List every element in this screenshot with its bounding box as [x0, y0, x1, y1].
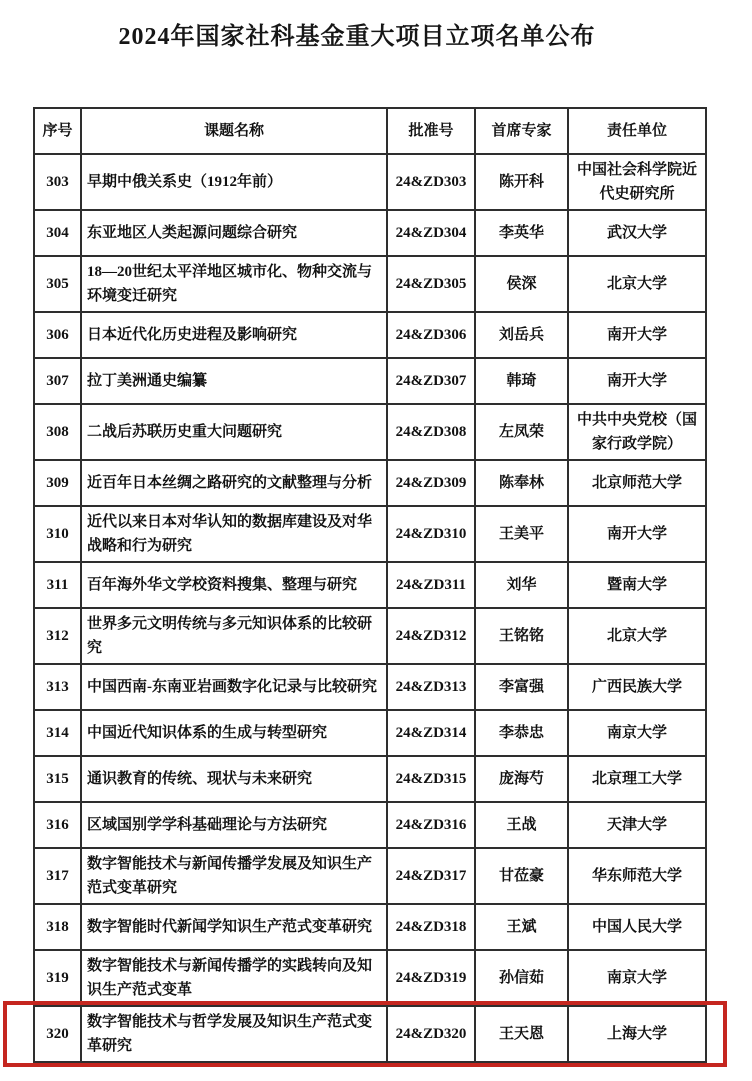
row-number-cell: 315	[34, 756, 81, 802]
row-number-cell: 310	[34, 506, 81, 562]
approval-code-cell: 24&ZD316	[387, 802, 475, 848]
project-title-cell: 近百年日本丝绸之路研究的文献整理与分析	[81, 460, 387, 506]
table-body	[34, 154, 706, 1062]
table-row	[34, 802, 706, 848]
chief-expert-cell: 陈开科	[475, 154, 568, 210]
project-title-cell: 二战后苏联历史重大问题研究	[81, 404, 387, 460]
table-header	[34, 108, 706, 154]
project-title-cell: 数字智能技术与新闻传播学发展及知识生产范式变革研究	[81, 848, 387, 904]
project-title-cell: 数字智能时代新闻学知识生产范式变革研究	[81, 904, 387, 950]
row-number-cell: 319	[34, 950, 81, 1006]
unit-cell: 暨南大学	[568, 562, 706, 608]
approval-code-cell: 24&ZD304	[387, 210, 475, 256]
row-number-cell: 304	[34, 210, 81, 256]
project-title-cell: 早期中俄关系史（1912年前）	[81, 154, 387, 210]
unit-cell: 南开大学	[568, 312, 706, 358]
chief-expert-cell: 韩琦	[475, 358, 568, 404]
unit-cell: 中国人民大学	[568, 904, 706, 950]
chief-expert-cell: 刘华	[475, 562, 568, 608]
column-header-unit: 责任单位	[568, 108, 706, 154]
row-number-cell: 309	[34, 460, 81, 506]
table-row	[34, 404, 706, 460]
approval-code-cell: 24&ZD305	[387, 256, 475, 312]
unit-cell: 北京师范大学	[568, 460, 706, 506]
row-number-cell: 306	[34, 312, 81, 358]
project-title-cell: 通识教育的传统、现状与未来研究	[81, 756, 387, 802]
table-row	[34, 506, 706, 562]
projects-table	[33, 107, 707, 1063]
row-number-cell: 307	[34, 358, 81, 404]
approval-code-cell: 24&ZD303	[387, 154, 475, 210]
chief-expert-cell: 王天恩	[475, 1006, 568, 1062]
approval-code-cell: 24&ZD318	[387, 904, 475, 950]
table-row	[34, 358, 706, 404]
row-number-cell: 303	[34, 154, 81, 210]
header-row	[34, 108, 706, 154]
approval-code-cell: 24&ZD313	[387, 664, 475, 710]
table-row	[34, 460, 706, 506]
approval-code-cell: 24&ZD311	[387, 562, 475, 608]
row-number-cell: 314	[34, 710, 81, 756]
project-title-cell: 日本近代化历史进程及影响研究	[81, 312, 387, 358]
chief-expert-cell: 刘岳兵	[475, 312, 568, 358]
project-title-cell: 18—20世纪太平洋地区城市化、物种交流与环境变迁研究	[81, 256, 387, 312]
project-title-cell: 数字智能技术与哲学发展及知识生产范式变革研究	[81, 1006, 387, 1062]
row-number-cell: 316	[34, 802, 81, 848]
approval-code-cell: 24&ZD309	[387, 460, 475, 506]
table-row	[34, 154, 706, 210]
chief-expert-cell: 陈奉林	[475, 460, 568, 506]
column-header-expert: 首席专家	[475, 108, 568, 154]
unit-cell: 中共中央党校（国家行政学院）	[568, 404, 706, 460]
row-number-cell: 318	[34, 904, 81, 950]
unit-cell: 中国社会科学院近代史研究所	[568, 154, 706, 210]
approval-code-cell: 24&ZD308	[387, 404, 475, 460]
table-row	[34, 950, 706, 1006]
table-row	[34, 256, 706, 312]
unit-cell: 南京大学	[568, 950, 706, 1006]
chief-expert-cell: 王战	[475, 802, 568, 848]
approval-code-cell: 24&ZD306	[387, 312, 475, 358]
project-title-cell: 中国西南-东南亚岩画数字化记录与比较研究	[81, 664, 387, 710]
unit-cell: 武汉大学	[568, 210, 706, 256]
project-title-cell: 东亚地区人类起源问题综合研究	[81, 210, 387, 256]
approval-code-cell: 24&ZD315	[387, 756, 475, 802]
chief-expert-cell: 李恭忠	[475, 710, 568, 756]
column-header-code: 批准号	[387, 108, 475, 154]
unit-cell: 北京理工大学	[568, 756, 706, 802]
chief-expert-cell: 甘莅豪	[475, 848, 568, 904]
table-row	[34, 756, 706, 802]
table-row	[34, 848, 706, 904]
approval-code-cell: 24&ZD319	[387, 950, 475, 1006]
table-row	[34, 608, 706, 664]
project-title-cell: 拉丁美洲通史编纂	[81, 358, 387, 404]
row-number-cell: 317	[34, 848, 81, 904]
approval-code-cell: 24&ZD310	[387, 506, 475, 562]
table-row	[34, 1006, 706, 1062]
unit-cell: 南开大学	[568, 358, 706, 404]
unit-cell: 北京大学	[568, 608, 706, 664]
row-number-cell: 320	[34, 1006, 81, 1062]
table-row	[34, 664, 706, 710]
table-row	[34, 312, 706, 358]
chief-expert-cell: 左凤荣	[475, 404, 568, 460]
approval-code-cell: 24&ZD320	[387, 1006, 475, 1062]
project-title-cell: 区域国别学学科基础理论与方法研究	[81, 802, 387, 848]
project-title-cell: 百年海外华文学校资料搜集、整理与研究	[81, 562, 387, 608]
project-title-cell: 近代以来日本对华认知的数据库建设及对华战略和行为研究	[81, 506, 387, 562]
unit-cell: 华东师范大学	[568, 848, 706, 904]
column-header-title: 课题名称	[81, 108, 387, 154]
chief-expert-cell: 王斌	[475, 904, 568, 950]
unit-cell: 天津大学	[568, 802, 706, 848]
row-number-cell: 308	[34, 404, 81, 460]
unit-cell: 南京大学	[568, 710, 706, 756]
row-number-cell: 311	[34, 562, 81, 608]
row-number-cell: 312	[34, 608, 81, 664]
project-title-cell: 世界多元文明传统与多元知识体系的比较研究	[81, 608, 387, 664]
page-title: 2024年国家社科基金重大项目立项名单公布	[118, 24, 596, 50]
table-row	[34, 710, 706, 756]
project-title-cell: 数字智能技术与新闻传播学的实践转向及知识生产范式变革	[81, 950, 387, 1006]
chief-expert-cell: 王美平	[475, 506, 568, 562]
chief-expert-cell: 侯深	[475, 256, 568, 312]
unit-cell: 上海大学	[568, 1006, 706, 1062]
chief-expert-cell: 孙信茹	[475, 950, 568, 1006]
table-row	[34, 904, 706, 950]
chief-expert-cell: 庞海芍	[475, 756, 568, 802]
approval-code-cell: 24&ZD317	[387, 848, 475, 904]
chief-expert-cell: 李富强	[475, 664, 568, 710]
table-row	[34, 210, 706, 256]
approval-code-cell: 24&ZD314	[387, 710, 475, 756]
unit-cell: 广西民族大学	[568, 664, 706, 710]
column-header-no: 序号	[34, 108, 81, 154]
chief-expert-cell: 王铭铭	[475, 608, 568, 664]
row-number-cell: 305	[34, 256, 81, 312]
table-row	[34, 562, 706, 608]
approval-code-cell: 24&ZD307	[387, 358, 475, 404]
chief-expert-cell: 李英华	[475, 210, 568, 256]
unit-cell: 北京大学	[568, 256, 706, 312]
approval-code-cell: 24&ZD312	[387, 608, 475, 664]
row-number-cell: 313	[34, 664, 81, 710]
unit-cell: 南开大学	[568, 506, 706, 562]
project-title-cell: 中国近代知识体系的生成与转型研究	[81, 710, 387, 756]
